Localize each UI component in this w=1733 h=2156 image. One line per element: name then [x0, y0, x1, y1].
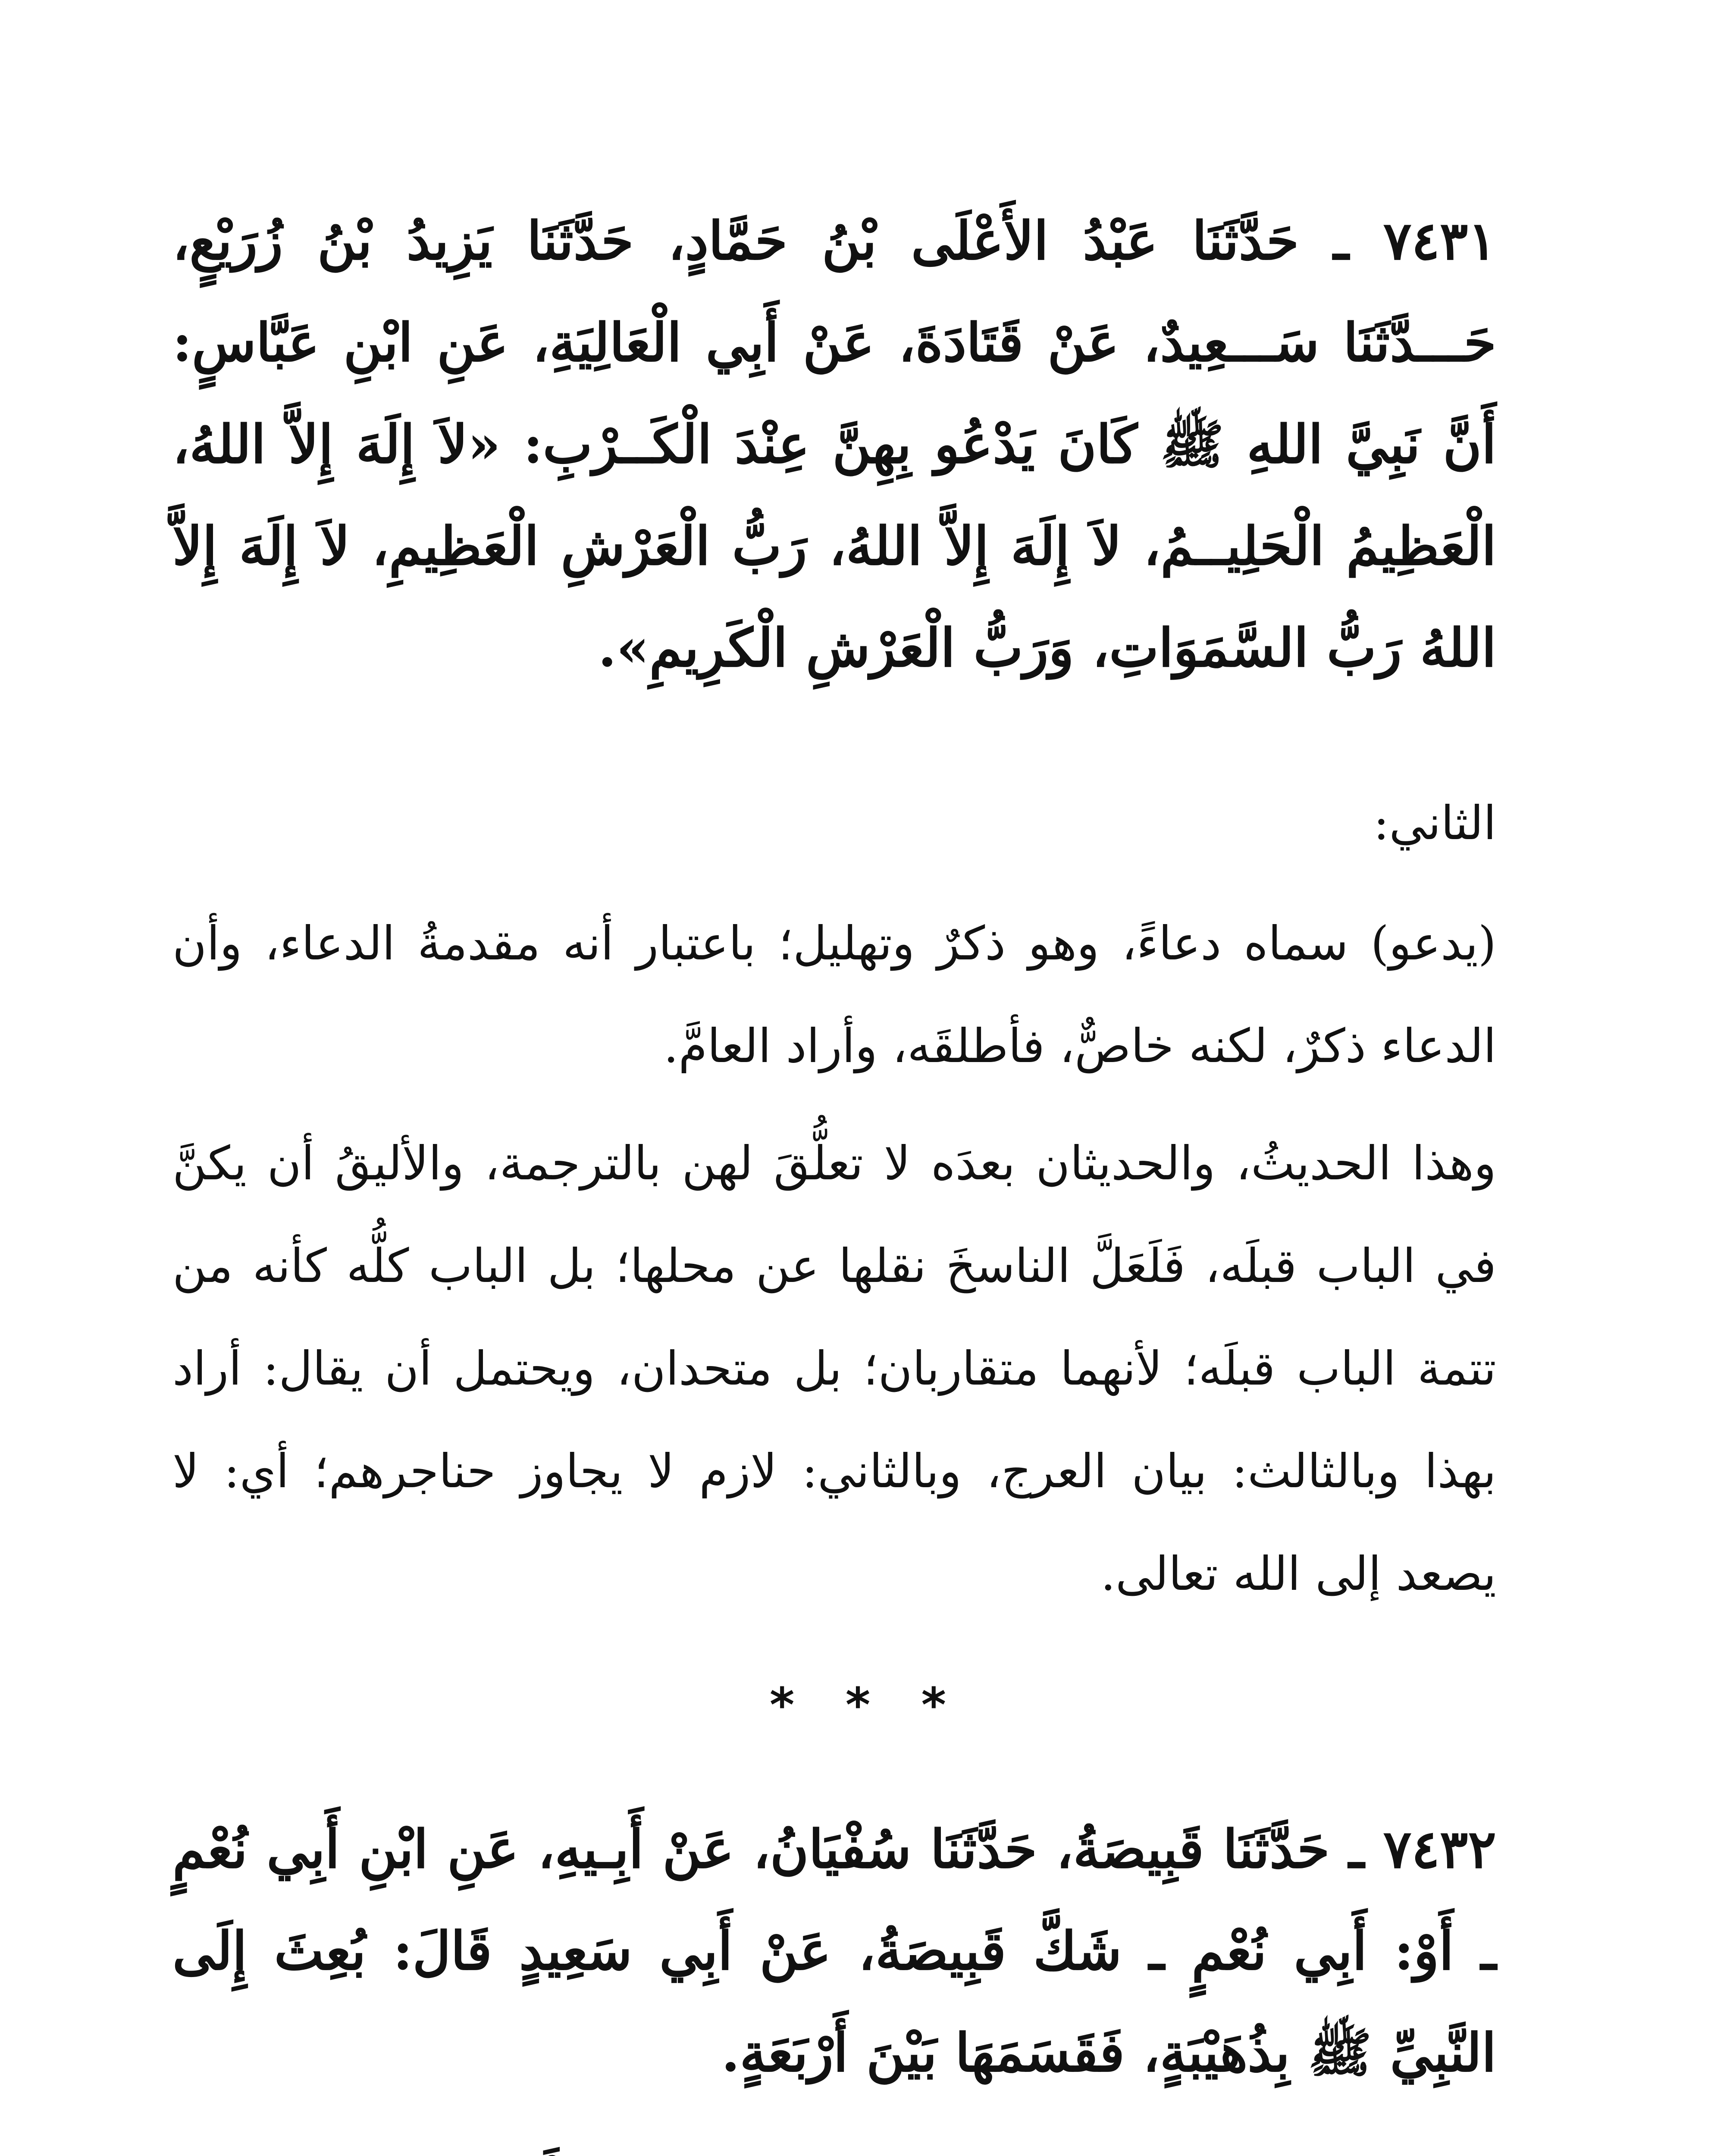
hadith-7432-continuation: [172, 2139, 1496, 2156]
hadith-7432-text: ٧٤٣٢ ـ حَدَّثَنَا قَبِيصَةُ، حَدَّثَنَا سُفْيَانُ، عَنْ أَبِـيهِ، عَنِ ابْنِ أَبِي نُعْمٍ ـ أَوْ: أَبِي نُعْمٍ ـ شَكَّ قَبِيصَةُ، عَنْ أَبِي سَعِيدٍ قَالَ: بُعِثَ إِلَى النَّبِيِّ ﷺ بِذُهَيْبَةٍ، فَقَسَمَهَا بَيْنَ أَرْبَعَةٍ.: [172, 1818, 1496, 2084]
commentary-paragraph-2: [172, 1112, 1496, 1639]
hadith-7432: [172, 1798, 1496, 2126]
section-separator: * * *: [769, 1677, 964, 1733]
commentary-paragraph-2-text: وهذا الحديثُ، والحديثان بعدَه لا تعلُّقَ لهن بالترجمة، والأليقُ أن يكنَّ في الباب قبلَه، فَلَعَلَّ الناسخَ نقلها عن محلها؛ بل الباب كلُّه كأنه من تتمة الباب قبلَه؛ لأنهما متقاربان؛ بل متحدان، ويحتمل أن يقال: أراد بهذا وبالثالث: بيان العرج، وبالثاني: لازم لا يجاوز حناجرهم؛ أي: لا يصعد إلى الله تعالى.: [172, 1137, 1496, 1601]
hadith-7431-text: ٧٤٣١ ـ حَدَّثَنَا عَبْدُ الأَعْلَى بْنُ حَمَّادٍ، حَدَّثَنَا يَزِيدُ بْنُ زُرَيْعٍ، حَـــدَّثَنَا سَـــعِيدٌ، عَنْ قَتَادَةَ، عَنْ أَبِي الْعَالِيَةِ، عَنِ ابْنِ عَبَّاسٍ: أَنَّ نَبِيَّ اللهِ ﷺ كَانَ يَدْعُو بِهِنَّ عِنْدَ الْكَــرْبِ: «لاَ إِلَهَ إِلاَّ اللهُ، الْعَظِيمُ الْحَلِيــمُ، لاَ إِلَهَ إِلاَّ اللهُ، رَبُّ الْعَرْشِ الْعَظِيمِ، لاَ إِلَهَ إِلاَّ اللهُ رَبُّ السَّمَوَاتِ، وَرَبُّ الْعَرْشِ الْكَرِيمِ».: [172, 210, 1496, 679]
commentary-heading: الثاني:: [1373, 796, 1496, 850]
hadith-7432-continuation-text: [172, 2139, 1496, 2156]
commentary-paragraph-1: [172, 893, 1496, 1100]
hadith-7431: [172, 190, 1496, 746]
commentary-paragraph-1-text: (يدعو) سماه دعاءً، وهو ذكرٌ وتهليل؛ باعتبار أنه مقدمةُ الدعاء، وأن الدعاء ذكرٌ، لكنه خاصٌّ، فأطلقَه، وأراد العامَّ.: [172, 917, 1496, 1073]
